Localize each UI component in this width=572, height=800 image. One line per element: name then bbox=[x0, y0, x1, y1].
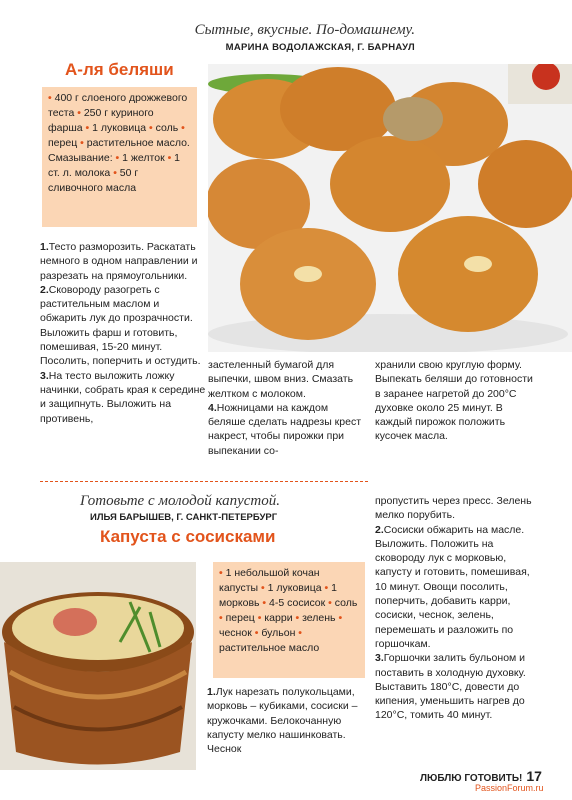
section-divider bbox=[40, 481, 368, 482]
recipe2-ingredients: • 1 небольшой кочан капусты • 1 луковица • 1 морковь • 4-5 сосисок • соль • перец • карри • зелень • чеснок • бульон • растительное масло bbox=[213, 562, 365, 678]
page-number: 17 bbox=[526, 768, 542, 784]
recipe2-steps-left: 1.Лук нарезать полукольцами, морковь – кубиками, сосиски – кружочками. Белокочанную капусту мелко нашинковать. Чеснок bbox=[207, 686, 358, 756]
recipe2-steps-right: пропустить через пресс. Зелень мелко порубить. 2.Сосиски обжарить на масле. Выложить. Положить на сковороду лук с морковью, капусту и готовить, помешивая, 10 минут. Овощи посолить, поперчить, добавить карри, сосиски, чеснок, зелень, перемешать и разложить по горшочкам. 3.Горшочки залить бульоном и поставить в холодную духовку. Выставить 180°С, довести до кипения, уменьшить нагрев до 120°С, томить 40 минут. bbox=[375, 495, 532, 722]
recipe2-tagline: Готовьте с молодой капустой. bbox=[80, 493, 280, 509]
recipe1-title: А-ля беляши bbox=[65, 60, 174, 79]
magazine-name: ЛЮБЛЮ ГОТОВИТЬ! bbox=[420, 773, 523, 784]
recipe1-steps-col1: 1.Тесто разморозить. Раскатать немного в одном направлении и разрезать на прямоугольники. 2.Сковороду разогреть с растительным маслом и обжарить лук до прозрачности. Выложить фарш и готовить, помешивая, 15-20 минут. Посолить, поперчить и остудить. 3.На тесто выложить ложку начинки, собрать края к середине и защипнуть. Выложить на противень, bbox=[40, 241, 206, 425]
recipe2-author: ИЛЬЯ БАРЫШЕВ, Г. САНКТ-ПЕТЕРБУРГ bbox=[90, 512, 278, 523]
recipe1-steps-col3: хранили свою круглую форму. Выпекать беляши до готовности в заранее нагретой до 200°С духовке около 25 минут. В каждый пирожок положить кусочек масла. bbox=[375, 359, 533, 443]
recipe1-ingredients: • 400 г слоеного дрожжевого теста • 250 г куриного фарша • 1 луковица • соль • перец • растительное масло. Смазывание: • 1 желток • 1 ст. л. молока • 50 г сливочного масла bbox=[42, 87, 197, 227]
recipe1-steps-col2: застеленный бумагой для выпечки, швом вниз. Смазать желтком с молоком. 4.Ножницами на каждом беляше сделать надрезы крест накрест, чтобы пирожки при выпекании со- bbox=[208, 359, 362, 457]
watermark: PassionForum.ru bbox=[475, 783, 544, 793]
recipe1-author: МАРИНА ВОДОЛАЖСКАЯ, Г. БАРНАУЛ bbox=[225, 42, 415, 53]
recipe2-title: Капуста с сосисками bbox=[100, 527, 276, 546]
recipe1-tagline: Сытные, вкусные. По-домашнему. bbox=[194, 22, 415, 38]
cabbage-pot-photo bbox=[0, 562, 196, 770]
page-footer bbox=[420, 768, 542, 784]
belyashi-photo bbox=[208, 64, 572, 352]
